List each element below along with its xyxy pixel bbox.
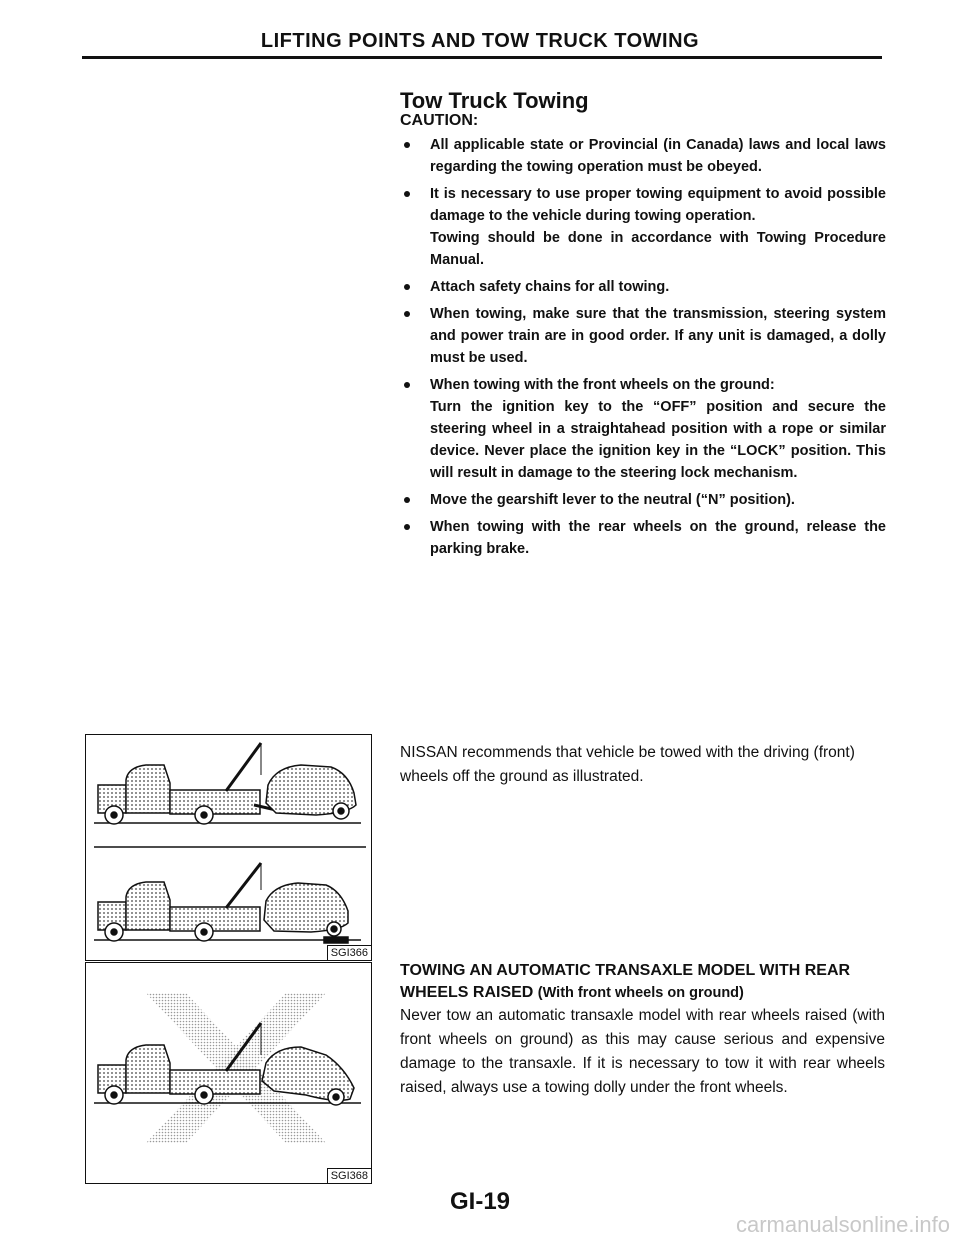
figure-code: SGI366 xyxy=(327,945,371,960)
page-header-title: LIFTING POINTS AND TOW TRUCK TOWING xyxy=(260,30,700,52)
automatic-heading-title: TOWING AN AUTOMATIC TRANSAXLE MODEL WITH REAR WHEELS RAISED xyxy=(400,962,851,1001)
tow-scene-lower xyxy=(94,863,361,943)
automatic-heading xyxy=(400,960,885,1004)
caution-item: It is necessary to use proper towing equipment to avoid possible damage to the vehicle during towing operation. Towing should be done in accordance with Towing Procedure Manual. xyxy=(396,183,886,271)
tow-scene-upper xyxy=(94,743,361,824)
caution-item: All applicable state or Provincial (in Canada) laws and local laws regarding the towing operation must be obeyed. xyxy=(396,134,886,178)
caution-item: When towing, make sure that the transmission, steering system and power train are in good order. If any unit is damaged, a dolly must be used. xyxy=(396,303,886,369)
caution-item: Move the gearshift lever to the neutral (“N” position). xyxy=(396,489,886,511)
tow-truck-illustration xyxy=(86,735,371,960)
caution-item: When towing with the rear wheels on the ground, release the parking brake. xyxy=(396,516,886,560)
caution-label: CAUTION: xyxy=(400,112,479,129)
prohibited-tow-illustration xyxy=(86,963,371,1183)
caution-item: Attach safety chains for all towing. xyxy=(396,276,886,298)
page-number: GI-19 xyxy=(449,1188,511,1215)
header-rule xyxy=(82,56,882,59)
figure-rear-wheels-raised xyxy=(85,962,372,1184)
automatic-subheading: (With front wheels on ground) xyxy=(537,985,744,1001)
caution-list xyxy=(396,134,886,565)
caution-item: When towing with the front wheels on the ground: Turn the ignition key to the “OFF” position and secure the steering wheel in a straightahead position with a rope or similar device. Never place the ignition key in the “LOCK” position. This will result in damage to the steering lock mechanism. xyxy=(396,374,886,484)
figure-code: SGI368 xyxy=(327,1168,371,1183)
recommendation-text: NISSAN recommends that vehicle be towed with the driving (front) wheels off the ground as illustrated. xyxy=(400,744,855,785)
watermark: carmanualsonline.info xyxy=(735,1212,950,1237)
automatic-body: Never tow an automatic transaxle model with rear wheels raised (with front wheels on ground) as this may cause serious and expensive damage to the transaxle. If it is necessary to tow it with rear wheels raised, always use a towing dolly under the front wheels. xyxy=(400,1007,885,1096)
figure-front-wheels-raised xyxy=(85,734,372,961)
section-title: Tow Truck Towing xyxy=(400,88,589,113)
